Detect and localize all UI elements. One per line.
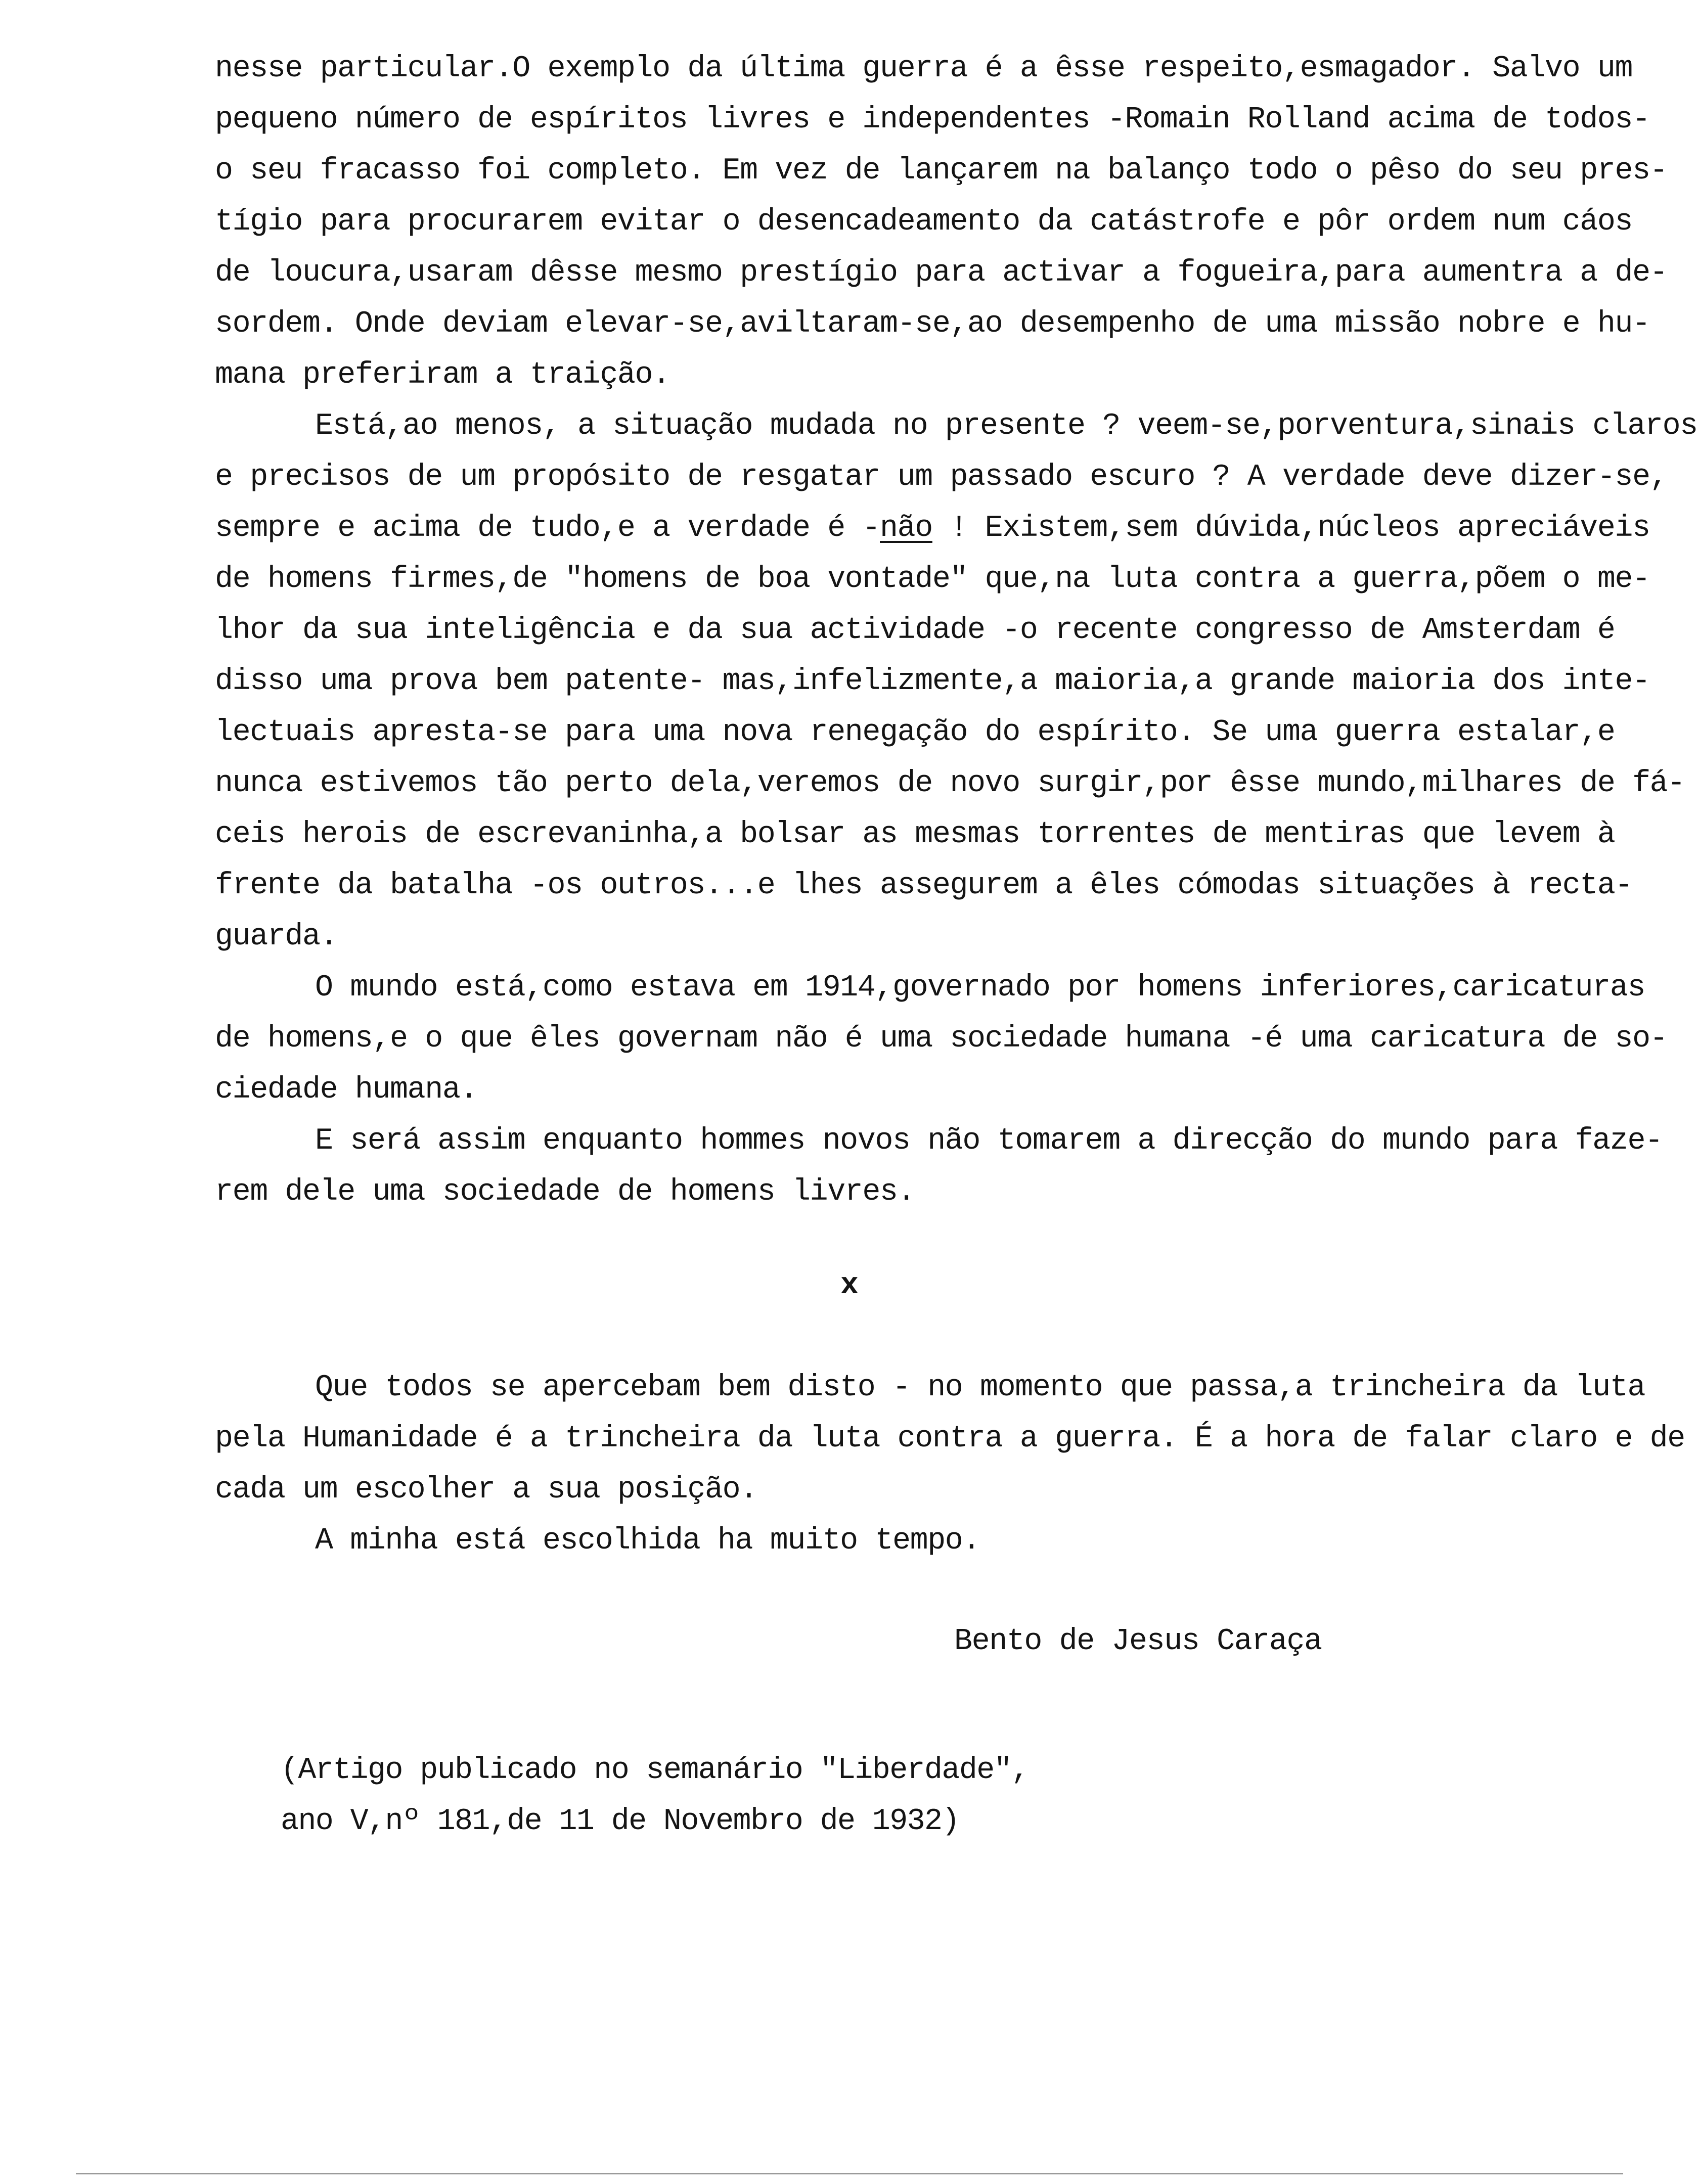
text-line: frente da batalha -os outros...e lhes assegurem a êles cómodas situações à recta- xyxy=(215,869,1633,903)
text-fragment: ! Existem,sem dúvida,núcleos apreciáveis xyxy=(932,511,1650,545)
text-line: pequeno número de espíritos livres e independentes -Romain Rolland acima de todos- xyxy=(215,103,1650,137)
text-line: guarda. xyxy=(215,920,338,954)
text-line: de homens firmes,de "homens de boa vontade" que,na luta contra a guerra,põem o me- xyxy=(215,562,1650,597)
bottom-edge-line xyxy=(76,2173,1623,2174)
text-line: cada um escolher a sua posição. xyxy=(215,1473,757,1507)
text-line: sordem. Onde deviam elevar-se,aviltaram-se,ao desempenho de uma missão nobre e hu- xyxy=(215,307,1650,341)
paragraph-4 xyxy=(215,1116,1663,1218)
text-line: ciedade humana. xyxy=(215,1073,478,1107)
text-line: e precisos de um propósito de resgatar um passado escuro ? A verdade deve dizer-se, xyxy=(215,460,1668,494)
text-line: o seu fracasso foi completo. Em vez de lançarem na balanço todo o pêso do seu pres- xyxy=(215,154,1668,188)
text-line: lectuais apresta-se para uma nova renegação do espírito. Se uma guerra estalar,e xyxy=(215,715,1615,750)
text-line: pela Humanidade é a trincheira da luta contra a guerra. É a hora de falar claro e de xyxy=(215,1422,1685,1456)
paragraph-5 xyxy=(215,1362,1685,1516)
paragraph-1 xyxy=(215,43,1668,401)
text-fragment: sempre e acima de tudo,e a verdade é - xyxy=(215,511,880,545)
text-line: O mundo está,como estava em 1914,governado por homens inferiores,caricaturas xyxy=(315,971,1645,1005)
underlined-word: não xyxy=(880,511,932,545)
closing-section xyxy=(215,1362,1685,1567)
paragraph-3 xyxy=(215,963,1668,1116)
text-line: (Artigo publicado no semanário "Liberdade", xyxy=(281,1753,1029,1788)
text-line: lhor da sua inteligência e da sua actividade -o recente congresso de Amsterdam é xyxy=(215,613,1615,648)
text-line: nunca estivemos tão perto dela,veremos de novo surgir,por êsse mundo,milhares de fá- xyxy=(215,766,1685,801)
text-line: disso uma prova bem patente- mas,infelizmente,a maioria,a grande maioria dos inte- xyxy=(215,664,1650,699)
text-line: ceis herois de escrevaninha,a bolsar as mesmas torrentes de mentiras que levem à xyxy=(215,817,1615,852)
text-line: de homens,e o que êles governam não é uma sociedade humana -é uma caricatura de so- xyxy=(215,1022,1668,1056)
text-line: mana preferiram a traição. xyxy=(215,358,670,392)
text-line: rem dele uma sociedade de homens livres. xyxy=(215,1175,915,1209)
publication-note xyxy=(281,1745,1029,1847)
author-signature: Bento de Jesus Caraça xyxy=(954,1624,1322,1659)
text-line: E será assim enquanto hommes novos não tomarem a direcção do mundo para faze- xyxy=(315,1124,1663,1158)
text-line: Está,ao menos, a situação mudada no presente ? veem-se,porventura,sinais claros xyxy=(315,409,1697,443)
text-line-with-emphasis xyxy=(215,503,1656,554)
paragraph-6 xyxy=(215,1516,1656,1567)
text-line: nesse particular.O exemplo da última guerra é a êsse respeito,esmagador. Salvo um xyxy=(215,52,1633,86)
paragraph-2 xyxy=(215,401,1697,963)
text-line: A minha está escolhida ha muito tempo. xyxy=(315,1524,980,1558)
text-line: Que todos se apercebam bem disto - no momento que passa,a trincheira da luta xyxy=(315,1371,1645,1405)
text-line: de loucura,usaram dêsse mesmo prestígio para activar a fogueira,para aumentra a de- xyxy=(215,256,1668,290)
text-line: ano V,nº 181,de 11 de Novembro de 1932) xyxy=(281,1804,959,1839)
section-separator: x xyxy=(840,1268,859,1303)
article-body xyxy=(215,43,1697,1218)
text-line: tígio para procurarem evitar o desencadeamento da catástrofe e pôr ordem num cáos xyxy=(215,205,1633,239)
